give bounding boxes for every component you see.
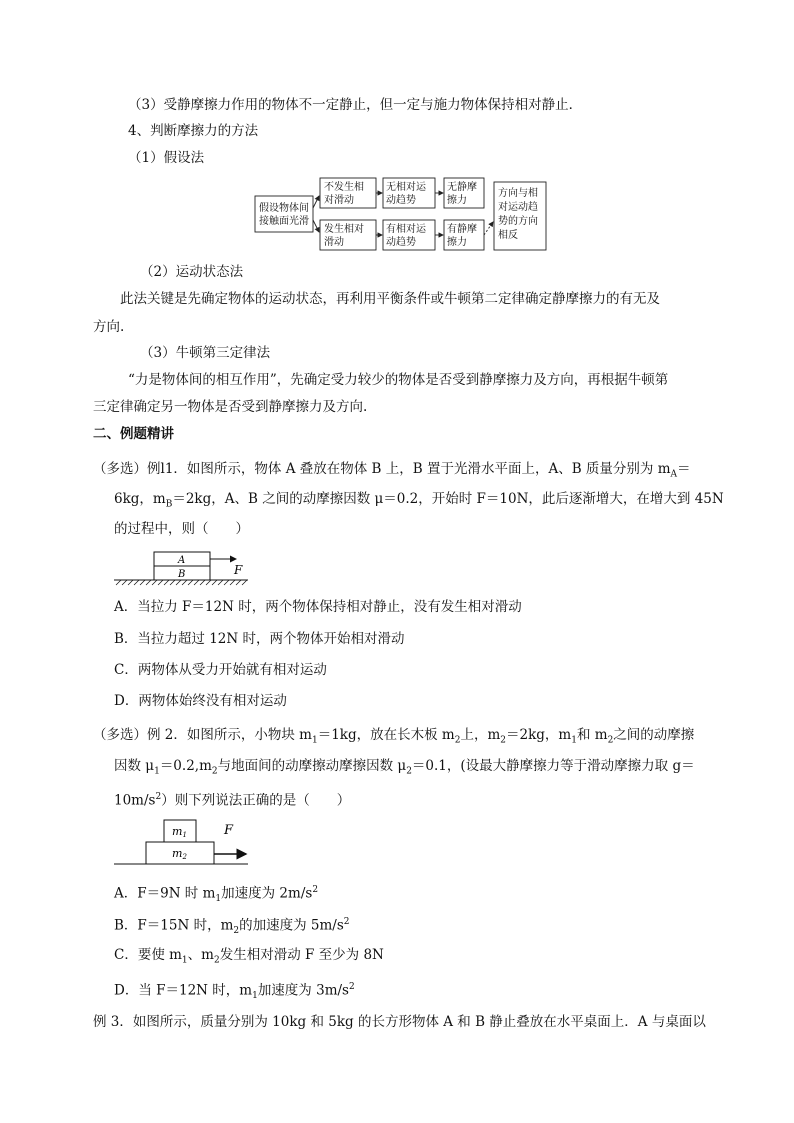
ex2-line-2: 因数 $\mu_1=0.2,m_2$与地面间的动摩擦动摩擦因数 $\mu_2=0.1$，(设最大静摩擦力等于滑动摩擦力取 g＝ bbox=[114, 758, 695, 777]
section-examples-heading: 二、例题精讲 bbox=[93, 426, 174, 442]
ex1-line-2: 6kg，$m_B=2kg$，A、B 之间的动摩擦因数 μ＝0.2，开始时 F＝10N，此后逐渐增大，在增大到 45N bbox=[114, 491, 724, 510]
flow-bot-c-l1: 有静摩 bbox=[447, 224, 477, 235]
ex2-option-c: C．要使 $m_1$、$m_2$发生相对滑动 F 至少为 8N bbox=[114, 947, 384, 966]
flow-top-a-l2: 对滑动 bbox=[324, 195, 354, 206]
assumption-flowchart bbox=[250, 172, 550, 256]
ex2-option-a: A．F＝9N 时 $m_1$加速度为 $2m/s^2$ bbox=[114, 885, 319, 905]
statement-3: （3）受静摩擦力作用的物体不一定静止，但一定与施力物体保持相对静止． bbox=[128, 97, 583, 113]
ex1-option-c: C．两物体从受力开始就有相对运动 bbox=[114, 662, 327, 678]
ex3-line-1: 例 3．如图所示，质量分别为 10kg 和 5kg 的长方形物体 A 和 B 静止叠放在水平桌面上．A 与桌面以 bbox=[93, 1014, 706, 1030]
method-1-title: （1）假设法 bbox=[128, 150, 205, 166]
ex2-option-b: B．F＝15N 时，$m_2$的加速度为 $5m/s^2$ bbox=[114, 917, 350, 937]
method-2-text-1: 此法关键是先确定物体的运动状态，再利用平衡条件或牛顿第二定律确定静摩擦力的有无及 bbox=[120, 291, 660, 307]
flow-bot-a-l2: 滑动 bbox=[324, 237, 344, 248]
ex2-figure bbox=[112, 816, 252, 870]
ex2-line-3: $10m/s^2$）则下列说法正确的是（ ） bbox=[114, 792, 351, 809]
heading-method: 4、判断摩擦力的方法 bbox=[128, 123, 259, 139]
flow-top-c-l2: 擦力 bbox=[447, 195, 467, 206]
label-m1: m1 bbox=[172, 825, 187, 839]
flow-top-b-l2: 动趋势 bbox=[386, 195, 416, 206]
flow-top-c-l1: 无静摩 bbox=[447, 182, 477, 193]
flow-bot-c-l2: 擦力 bbox=[447, 237, 467, 248]
ex1-figure bbox=[112, 548, 252, 592]
flow-bot-b-l2: 动趋势 bbox=[386, 237, 416, 248]
ex2-line-1: （多选）例 2．如图所示，小物块 $m_1=1kg$，放在长木板 $m_2$上，$m_2=2kg$，$m_1$和 $m_2$之间的动摩擦 bbox=[93, 727, 695, 746]
ex1-option-b: B．当拉力超过 12N 时，两个物体开始相对滑动 bbox=[114, 631, 405, 647]
label-m2: m2 bbox=[172, 847, 187, 861]
flow-start-l2: 接触面光滑 bbox=[259, 216, 309, 227]
flow-bot-a-l1: 发生相对 bbox=[324, 224, 364, 235]
ex1-line-1: （多选）例l1．如图所示，物体 A 叠放在物体 B 上，B 置于光滑水平面上，A、B 质量分别为 $m_A=$ bbox=[93, 461, 691, 480]
label-b: B bbox=[178, 569, 186, 580]
flow-top-b-l1: 无相对运 bbox=[386, 182, 426, 193]
flow-end-l3: 势的方向 bbox=[498, 216, 538, 227]
method-3-text-1: “力是物体间的相互作用”，先确定受力较少的物体是否受到静摩擦力及方向，再根据牛顿第 bbox=[128, 372, 669, 388]
ex2-option-d: D．当 F＝12N 时，$m_1$加速度为 $3m/s^2$ bbox=[114, 982, 355, 1002]
flow-end-l1: 方向与相 bbox=[498, 188, 538, 199]
method-3-text-2: 三定律确定另一物体是否受到静摩擦力及方向. bbox=[93, 399, 368, 415]
method-3-title: （3）牛顿第三定律法 bbox=[140, 345, 271, 361]
label-a: A bbox=[178, 555, 186, 566]
method-2-text-2: 方向. bbox=[93, 319, 125, 335]
ex1-option-d: D．两物体始终没有相对运动 bbox=[114, 693, 287, 709]
flow-end-l4: 相反 bbox=[498, 230, 518, 241]
label-f: F bbox=[234, 563, 243, 577]
flow-top-a-l1: 不发生相 bbox=[324, 182, 364, 193]
label-f2: F bbox=[224, 823, 234, 838]
method-2-title: （2）运动状态法 bbox=[140, 264, 244, 280]
ex1-line-3: 的过程中，则（ ） bbox=[114, 521, 249, 537]
flow-end-l2: 对运动趋 bbox=[498, 202, 538, 213]
flow-start-l1: 假设物体间 bbox=[259, 203, 309, 214]
ex1-option-a: A．当拉力 F＝12N 时，两个物体保持相对静止，没有发生相对滑动 bbox=[114, 599, 522, 615]
flow-bot-b-l1: 有相对运 bbox=[386, 224, 426, 235]
